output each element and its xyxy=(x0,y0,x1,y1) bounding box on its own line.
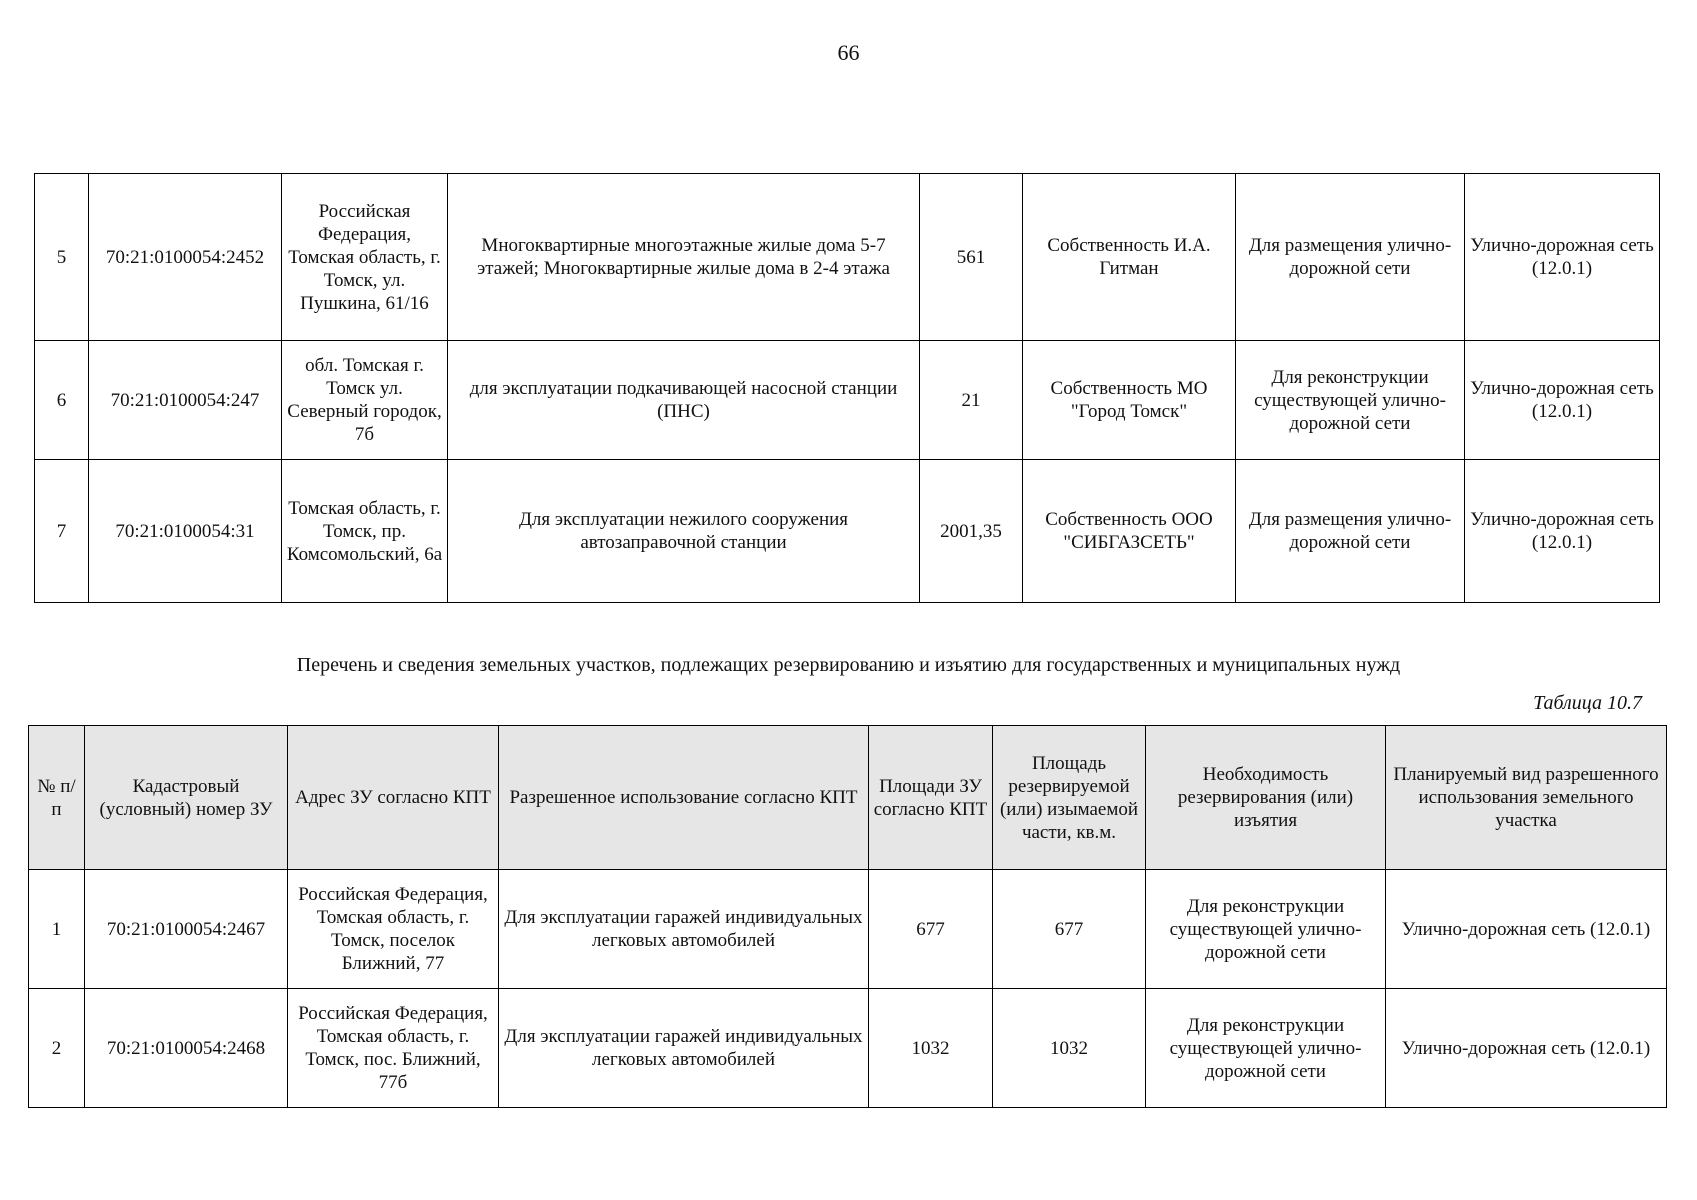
cadastral-number-cell: 70:21:0100054:2452 xyxy=(89,174,282,341)
area-cell: 21 xyxy=(920,341,1023,460)
purpose-cell: Для размещения улично-дорожной сети xyxy=(1236,174,1465,341)
row-number-cell: 2 xyxy=(29,989,85,1108)
area-cell: 1032 xyxy=(869,989,993,1108)
reservation-plots-table xyxy=(28,725,1667,1108)
table-row xyxy=(35,174,1660,341)
reserved-area-cell: 677 xyxy=(993,870,1146,989)
header-cadastral-number: Кадастровый (условный) номер ЗУ xyxy=(85,726,288,870)
cadastral-number-cell: 70:21:0100054:2468 xyxy=(85,989,288,1108)
planned-use-cell: Улично-дорожная сеть (12.0.1) xyxy=(1465,341,1660,460)
row-number-cell: 1 xyxy=(29,870,85,989)
row-number-cell: 7 xyxy=(35,460,89,603)
cadastral-number-cell: 70:21:0100054:31 xyxy=(89,460,282,603)
address-cell: Томская область, г. Томск, пр. Комсомольский, 6а xyxy=(282,460,448,603)
section-title: Перечень и сведения земельных участков, подлежащих резервированию и изъятию для государственных и муниципальных нужд xyxy=(296,654,1401,676)
planned-use-cell: Улично-дорожная сеть (12.0.1) xyxy=(1465,460,1660,603)
reserved-area-cell: 1032 xyxy=(993,989,1146,1108)
permitted-use-cell: Многоквартирные многоэтажные жилые дома 5-7 этажей; Многоквартирные жилые дома в 2-4 этажа xyxy=(448,174,920,341)
header-address: Адрес ЗУ согласно КПТ xyxy=(288,726,499,870)
cadastral-number-cell: 70:21:0100054:2467 xyxy=(85,870,288,989)
purpose-cell: Для размещения улично-дорожной сети xyxy=(1236,460,1465,603)
table-row xyxy=(29,989,1667,1108)
area-cell: 677 xyxy=(869,870,993,989)
header-permitted-use: Разрешенное использование согласно КПТ xyxy=(499,726,869,870)
address-cell: Российская Федерация, Томская область, г. Томск, пос. Ближний, 77б xyxy=(288,989,499,1108)
cadastral-number-cell: 70:21:0100054:247 xyxy=(89,341,282,460)
ownership-cell: Собственность И.А. Гитман xyxy=(1023,174,1236,341)
area-cell: 2001,35 xyxy=(920,460,1023,603)
table-row xyxy=(35,460,1660,603)
purpose-cell: Для реконструкции существующей улично-дорожной сети xyxy=(1236,341,1465,460)
ownership-cell: Собственность МО "Город Томск" xyxy=(1023,341,1236,460)
planned-use-cell: Улично-дорожная сеть (12.0.1) xyxy=(1465,174,1660,341)
table-row xyxy=(35,341,1660,460)
necessity-cell: Для реконструкции существующей улично-дорожной сети xyxy=(1146,870,1386,989)
ownership-cell: Собственность ООО "СИБГАЗСЕТЬ" xyxy=(1023,460,1236,603)
header-necessity: Необходимость резервирования (или) изъятия xyxy=(1146,726,1386,870)
planned-use-cell: Улично-дорожная сеть (12.0.1) xyxy=(1386,870,1667,989)
planned-use-cell: Улично-дорожная сеть (12.0.1) xyxy=(1386,989,1667,1108)
permitted-use-cell: для эксплуатации подкачивающей насосной станции (ПНС) xyxy=(448,341,920,460)
table-caption: Таблица 10.7 xyxy=(1533,692,1642,714)
row-number-cell: 6 xyxy=(35,341,89,460)
header-row-number: № п/п xyxy=(29,726,85,870)
land-plots-table-continuation xyxy=(34,173,1660,603)
table-header-row xyxy=(29,726,1667,870)
necessity-cell: Для реконструкции существующей улично-дорожной сети xyxy=(1146,989,1386,1108)
area-cell: 561 xyxy=(920,174,1023,341)
table-row xyxy=(29,870,1667,989)
address-cell: Российская Федерация, Томская область, г. Томск, поселок Ближний, 77 xyxy=(288,870,499,989)
permitted-use-cell: Для эксплуатации гаражей индивидуальных легковых автомобилей xyxy=(499,989,869,1108)
header-area: Площади ЗУ согласно КПТ xyxy=(869,726,993,870)
address-cell: обл. Томская г. Томск ул. Северный городок, 7б xyxy=(282,341,448,460)
permitted-use-cell: Для эксплуатации гаражей индивидуальных легковых автомобилей xyxy=(499,870,869,989)
header-planned-use: Планируемый вид разрешенного использования земельного участка xyxy=(1386,726,1667,870)
row-number-cell: 5 xyxy=(35,174,89,341)
header-reserved-area: Площадь резервируемой (или) изымаемой части, кв.м. xyxy=(993,726,1146,870)
address-cell: Российская Федерация, Томская область, г. Томск, ул. Пушкина, 61/16 xyxy=(282,174,448,341)
page-number: 66 xyxy=(837,40,860,65)
permitted-use-cell: Для эксплуатации нежилого сооружения автозаправочной станции xyxy=(448,460,920,603)
